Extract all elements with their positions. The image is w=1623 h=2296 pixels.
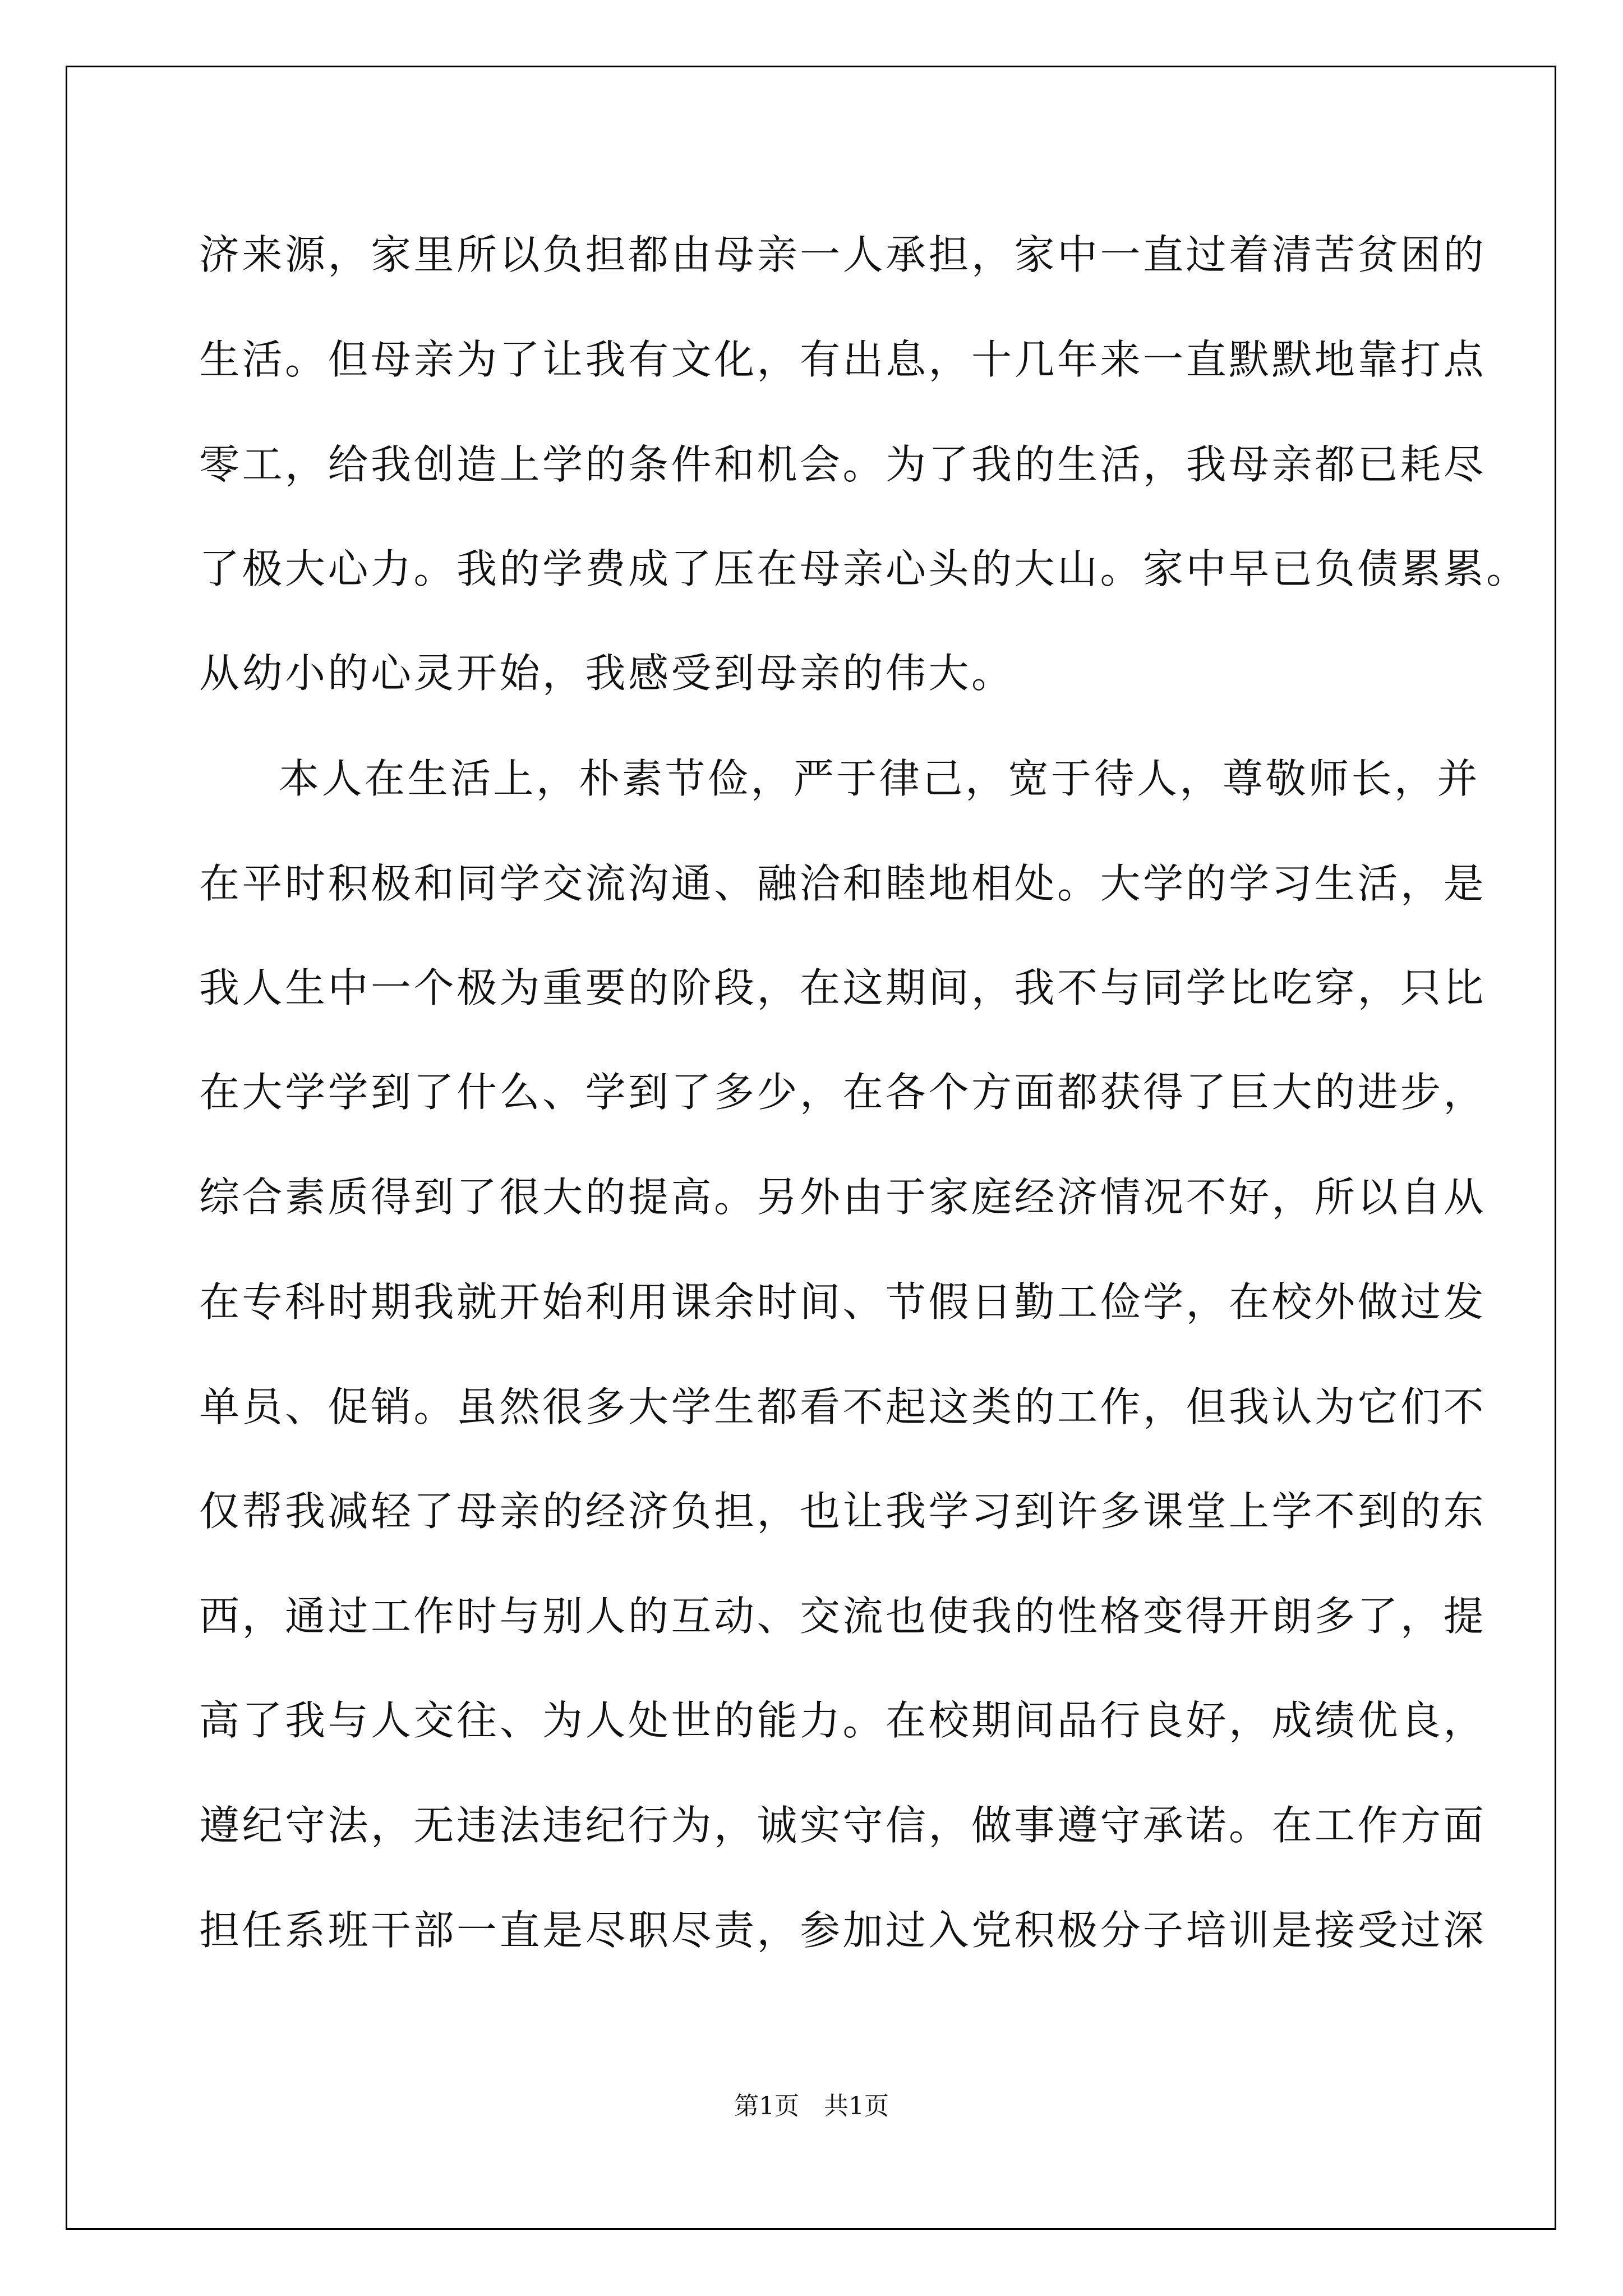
text-line: 遵纪守法，无违法违纪行为，诚实守信，做事遵守承诺。在工作方面 <box>199 1802 1487 1849</box>
text-line: 了极大心力。我的学费成了压在母亲心头的大山。家中早已负债累累。 <box>199 545 1529 592</box>
text-line: 我人生中一个极为重要的阶段，在这期间，我不与同学比吃穿，只比 <box>199 964 1487 1011</box>
text-line: 在平时积极和同学交流沟通、融洽和睦地相处。大学的学习生活，是 <box>199 860 1487 907</box>
text-line: 高了我与人交往、为人处世的能力。在校期间品行良好，成绩优良， <box>199 1697 1487 1744</box>
text-line: 单员、促销。虽然很多大学生都看不起这类的工作，但我认为它们不 <box>199 1383 1487 1430</box>
text-line: 从幼小的心灵开始，我感受到母亲的伟大。 <box>199 650 1015 697</box>
text-line: 仅帮我减轻了母亲的经济负担，也让我学习到许多课堂上学不到的东 <box>199 1488 1487 1535</box>
text-line: 综合素质得到了很大的提高。另外由于家庭经济情况不好，所以自从 <box>199 1174 1487 1221</box>
text-line: 济来源，家里所以负担都由母亲一人承担，家中一直过着清苦贫困的 <box>199 231 1487 278</box>
text-line: 西，通过工作时与别人的互动、交流也使我的性格变得开朗多了，提 <box>199 1593 1487 1640</box>
page-footer: 第1页 共1页 <box>734 2092 889 2120</box>
text-line: 担任系班干部一直是尽职尽责，参加过入党积极分子培训是接受过深 <box>199 1907 1487 1954</box>
text-line: 生活。但母亲为了让我有文化，有出息，十几年来一直默默地靠打点 <box>199 336 1487 383</box>
text-line: 在大学学到了什么、学到了多少，在各个方面都获得了巨大的进步， <box>199 1069 1487 1116</box>
text-line-paragraph-start: 本人在生活上，朴素节俭，严于律己，宽于待人，尊敬师长，并 <box>279 755 1481 802</box>
text-line: 零工，给我创造上学的条件和机会。为了我的生活，我母亲都已耗尽 <box>199 441 1487 488</box>
text-line: 在专科时期我就开始利用课余时间、节假日勤工俭学，在校外做过发 <box>199 1278 1487 1326</box>
